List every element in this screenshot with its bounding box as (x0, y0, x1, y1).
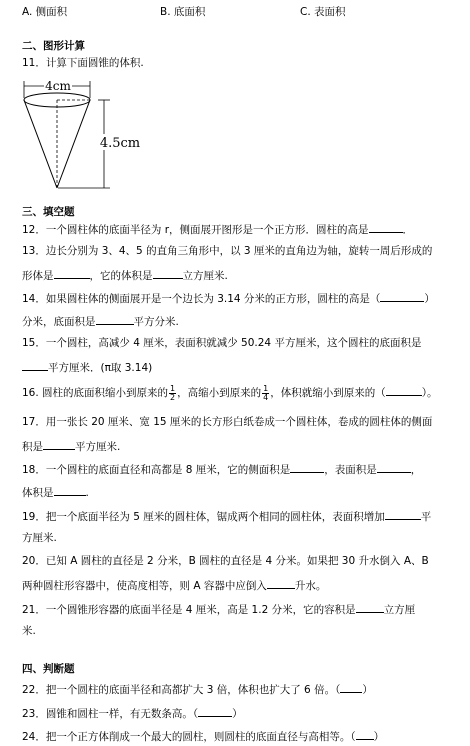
question-19-line2: 方厘米. (22, 532, 57, 544)
question-14-line1: 14．如果圆柱体的侧面展开是一个边长为 3.14 分米的正方形，圆柱的高是（ ） (22, 290, 435, 306)
question-23: 23．圆锥和圆柱一样，有无数条高。（ ） (22, 705, 243, 721)
answer-blank[interactable] (386, 384, 422, 396)
cone-side-right (57, 100, 90, 188)
answer-blank[interactable] (198, 705, 232, 717)
answer-blank[interactable] (356, 728, 374, 740)
cone-figure (18, 76, 148, 194)
question-13-line2: 形体是 ，它的体积是 立方厘米. (22, 267, 228, 283)
option-a: A. 侧面积 (22, 6, 68, 18)
question-18-line2: 体积是 . (22, 484, 89, 500)
question-15-line1: 15．一个圆柱，高减少 4 厘米，表面积就减少 50.24 平方厘米，这个圆柱的底面积是 (22, 337, 422, 349)
answer-blank[interactable] (96, 313, 134, 325)
question-21-line1: 21．一个圆锥形容器的底面半径是 4 厘米，高是 1.2 分米，它的容积是 立方厘 (22, 601, 415, 617)
section-title-fill-blank: 三、填空题 (22, 206, 75, 218)
height-label: 4.5cm (99, 136, 141, 151)
question-22: 22．把一个圆柱的底面半径和高都扩大 3 倍，体积也扩大了 6 倍。（ ） (22, 681, 373, 697)
answer-blank[interactable] (153, 267, 183, 279)
section-title-true-false: 四、判断题 (22, 663, 75, 675)
question-19-line1: 19．把一个底面半径为 5 厘米的圆柱体，锯成两个相同的圆柱体，表面积增加 平 (22, 508, 431, 524)
fraction-one-quarter: $\frac{1}{4}$ (263, 383, 269, 402)
cone-side-left (24, 100, 57, 188)
question-17-line2: 积是 平方厘米. (22, 438, 120, 454)
answer-blank[interactable] (43, 438, 75, 450)
question-14-line2: 分米，底面积是 平方分米. (22, 313, 179, 329)
option-b: B. 底面积 (160, 6, 206, 18)
answer-blank[interactable] (385, 508, 421, 520)
answer-blank[interactable] (22, 359, 48, 371)
answer-blank[interactable] (369, 221, 403, 233)
question-18-line1: 18．一个圆柱的底面直径和高都是 8 厘米，它的侧面积是 ，表面积是 ， (22, 461, 421, 477)
answer-blank[interactable] (380, 290, 424, 302)
answer-blank[interactable] (377, 461, 411, 473)
answer-blank[interactable] (267, 577, 295, 589)
question-13-line1: 13．边长分别为 3、4、5 的直角三角形中，以 3 厘米的直角边为轴，旋转一周后形成的 (22, 245, 433, 257)
fraction-one-half: $\frac{1}{2}$ (170, 383, 176, 402)
answer-blank[interactable] (290, 461, 324, 473)
question-11: 11．计算下面圆锥的体积. (22, 57, 144, 69)
question-15-line2: 平方厘米．(π取 3.14) (22, 359, 152, 375)
diameter-label: 4cm (45, 79, 71, 93)
answer-blank[interactable] (54, 484, 86, 496)
answer-blank[interactable] (340, 681, 362, 693)
question-12: 12．一个圆柱体的底面半径为 r，侧面展开图形是一个正方形．圆柱的高是 ． (22, 221, 413, 237)
question-24: 24．把一个正方体削成一个最大的圆柱，则圆柱的底面直径与高相等。（ ） (22, 728, 384, 744)
question-21-line2: 米. (22, 625, 36, 637)
question-17-line1: 17．用一张长 20 厘米、宽 15 厘米的长方形白纸卷成一个圆柱体，卷成的圆柱体的侧面 (22, 416, 433, 428)
question-20-line1: 20．已知 A 圆柱的直径是 2 分米，B 圆柱的直径是 4 分米。如果把 30 升水倒入 A、B (22, 555, 429, 567)
answer-blank[interactable] (356, 601, 384, 613)
question-20-line2: 两种圆柱形容器中，使高度相等，则 A 容器中应倒入 升水。 (22, 577, 326, 593)
option-c: C. 表面积 (300, 6, 346, 18)
section-title-figure-calc: 二、图形计算 (22, 40, 85, 52)
answer-blank[interactable] (54, 267, 90, 279)
question-16: 16. 圆柱的底面积缩小到原来的 $\frac{1}{2}$ ，高缩小到原来的 $\frac{1}{4}$ ，体积就缩小到原来的（ ）。 (22, 383, 438, 402)
